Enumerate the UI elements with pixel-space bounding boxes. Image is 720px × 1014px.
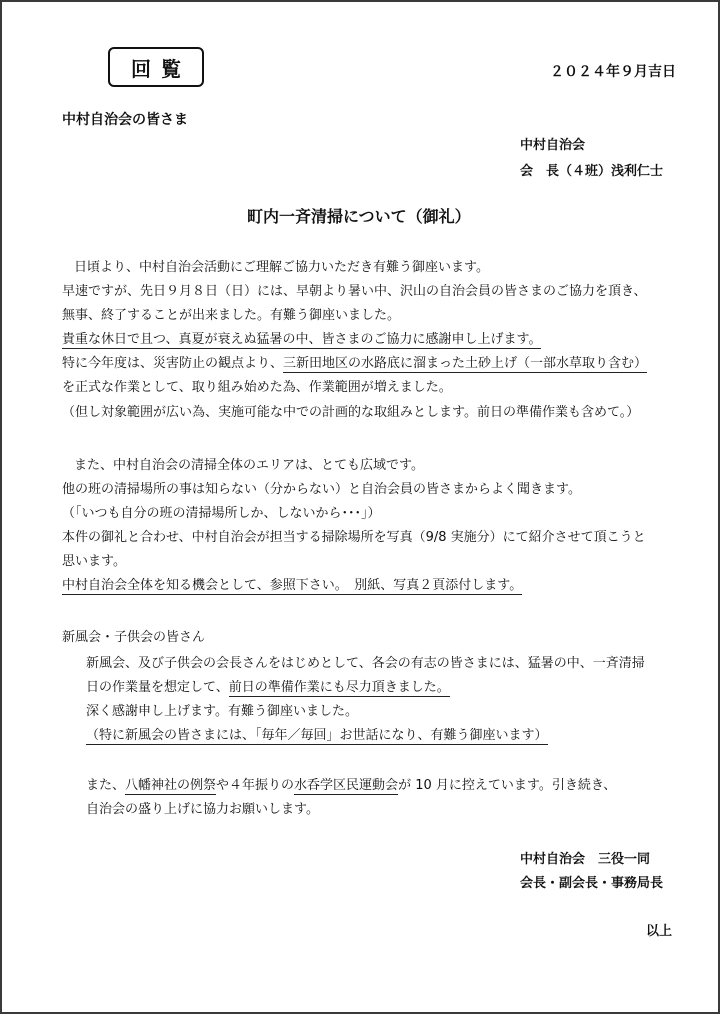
s1-line5 <box>62 354 647 374</box>
document-date: ２０２４年９月吉日 <box>550 64 676 80</box>
addressee: 中村自治会の皆さま <box>62 112 188 128</box>
sender-name: 会 長（４班）浅利仁士 <box>520 164 664 179</box>
footer-roles: 会長・副会長・事務局長 <box>520 876 664 891</box>
s1-line4-wrap <box>62 330 541 350</box>
circular-stamp-box <box>108 47 204 87</box>
page-title: 町内一斉清掃について（御礼） <box>247 207 471 226</box>
s3-line2 <box>86 678 450 698</box>
s3-line4: （特に新風会の皆さまには、「毎年／毎回」お世話になり、有難う御座います） <box>86 728 548 743</box>
s4-line1 <box>86 776 616 796</box>
s1-line6: を正式な作業として、取り組み始めた為、作業範囲が増えました。 <box>62 380 452 395</box>
s3-line1: 新風会、及び子供会の会長さんをはじめとして、各会の有志の皆さまには、猛暑の中、一斉清掃 <box>86 656 645 671</box>
s2-line6: 中村自治会全体を知る機会として、参照下さい。 別紙、写真２頁添付します。 <box>62 578 523 593</box>
s3-line2a: 日の作業量を想定して、 <box>86 680 229 695</box>
s2-line3: （「いつも自分の班の清掃場所しか、しないから･･･」） <box>62 506 381 521</box>
s4-line1a: また、 <box>86 778 126 793</box>
s4-line1b: 八幡神社の例祭 <box>125 778 217 793</box>
s1-line4: 貴重な休日で且つ、真夏が衰えぬ猛暑の中、皆さまのご協力に感謝申し上げます。 <box>62 332 542 347</box>
s4-line1e: が 10 月に控えています。引き続き、 <box>398 778 617 793</box>
s4-line1d: 水呑学区民運動会 <box>294 778 399 793</box>
s3-line3: 深く感謝申し上げます。有難う御座いました。 <box>86 704 358 719</box>
s4-line1c: や４年振りの <box>216 778 295 793</box>
s2-line4: 本件の御礼と合わせ、中村自治会が担当する掃除場所を写真（9/8 実施分）にて紹介させて頂こうと <box>62 530 646 545</box>
s2-line1: また、中村自治会の清掃全体のエリアは、とても広域です。 <box>74 458 424 473</box>
s1-line3: 無事、終了することが出来ました。有難う御座いました。 <box>62 308 401 323</box>
s1-line7: （但し対象範囲が広い為、実施可能な中での計画的な取組みとします。前日の準備作業も含めて。） <box>62 405 640 420</box>
s1-line5b: 三新田地区の水路底に溜まった土砂上げ（一部水草取り含む） <box>283 356 648 371</box>
s3-line2b: 前日の準備作業にも尽力頂きました。 <box>228 680 450 695</box>
s2-line5: 思います。 <box>62 554 126 569</box>
closing: 以上 <box>646 924 673 939</box>
s1-line2: 早速ですが、先日９月８日（日）には、早朝より暑い中、沢山の自治会員の皆さまのご協力を頂き、 <box>62 284 647 299</box>
s4-line2: 自治会の盛り上げに協力お願いします。 <box>86 802 319 817</box>
s3-heading: 新風会・子供会の皆さん <box>62 630 206 645</box>
circular-label: 回覧 <box>131 56 191 81</box>
s3-line4-wrap <box>86 726 548 746</box>
s2-line2: 他の班の清掃場所の事は知らない（分からない）と自治会員の皆さまからよく聞きます。 <box>62 482 581 497</box>
sender-org: 中村自治会 <box>520 138 586 153</box>
footer-org: 中村自治会 三役一同 <box>520 852 651 867</box>
s1-line1: 日頃より、中村自治会活動にご理解ご協力いただき有難う御座います。 <box>74 260 489 275</box>
s2-line6-wrap <box>62 576 522 596</box>
s1-line5a: 特に今年度は、災害防止の観点より、 <box>62 356 284 371</box>
